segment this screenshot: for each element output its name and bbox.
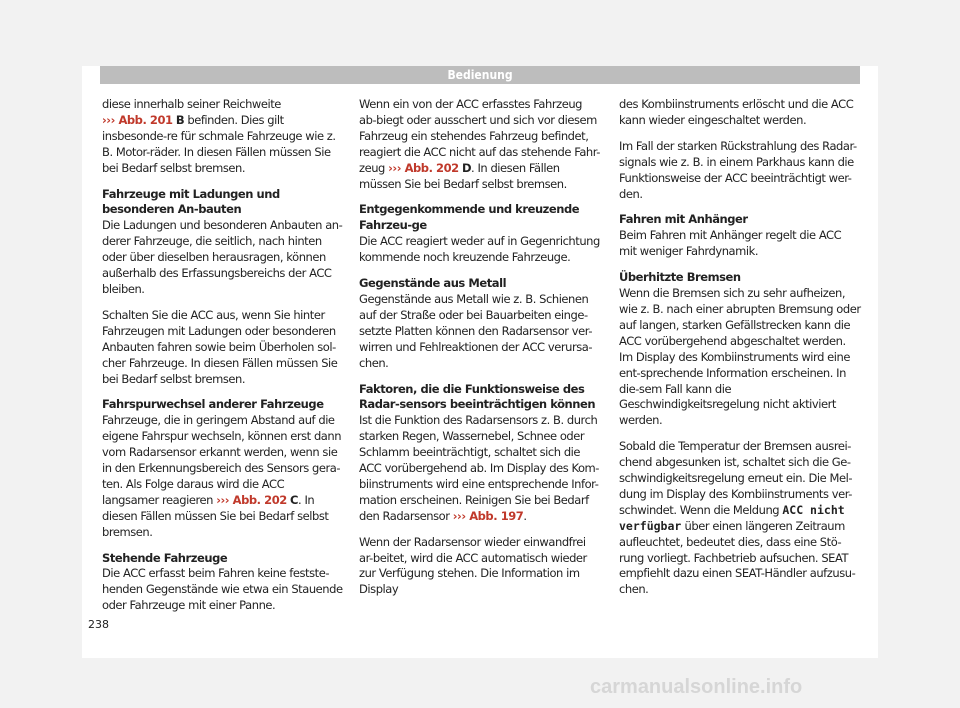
paragraph: diese innerhalb seiner Reichweite ››› Abb. 201 B befinden. Dies gilt insbesonde-re für schmale Fahrzeuge wie z. B. Motor-räder. In diesen Fällen müssen Sie bei Bedarf selbst bremsen.	[102, 97, 336, 175]
figure-reference-link[interactable]: ››› Abb. 201	[102, 112, 173, 127]
paragraph: Gegenstände aus Metall wie z. B. Schienen auf der Straße oder bei Bauarbeiten einge-setzte Platten können den Radarsensor ver-wirren und Fehlreaktionen der ACC verursa-chen.	[359, 291, 593, 370]
paragraph: Im Fall der starken Rückstrahlung des Radar-signals wie z. B. in einem Parkhaus kann die Funktionsweise der ACC beeinträchtigt wer-den.	[619, 138, 857, 201]
paragraph: Wenn der Radarsensor wieder einwandfrei ar-beitet, wird die ACC automatisch wieder zur Verfügung stehen. Die Information im Display	[359, 534, 587, 597]
section-header: Bedienung	[100, 66, 860, 84]
figure-reference-link[interactable]: ››› Abb. 202	[216, 492, 287, 507]
paragraph: Die Ladungen und besonderen Anbauten an-derer Fahrzeuge, die seitlich, nach hinten oder über dieselben herausragen, können außerhalb des Erfassungsbereichs der ACC bleiben.	[102, 218, 343, 296]
subheading: Überhitzte Bremsen	[619, 270, 741, 285]
paragraph: Ist die Funktion des Radarsensors z. B. durch starken Regen, Wassernebel, Schnee oder Schlamm beeinträchtigt, schaltet sich die ACC vorübergehend ab. Im Display des Kom-biinstruments wird eine entsprechende Infor-mation erscheinen. Reinigen Sie bei Bedarf den Radarsensor ››› Abb. 197.	[359, 413, 600, 523]
paragraph: des Kombiinstruments erlöscht und die ACC kann wieder eingeschaltet werden.	[619, 97, 854, 127]
subheading: Fahrspurwechsel anderer Fahrzeuge	[102, 397, 324, 412]
figure-reference-link[interactable]: ››› Abb. 202	[388, 160, 459, 175]
text-column-3	[619, 97, 861, 608]
paragraph: Sobald die Temperatur der Bremsen ausrei-chend abgesunken ist, schaltet sich die Ge-schwindigkeitsregelung erneut ein. Die Mel-dung im Display des Kombiinstruments ver-schwindet. Wenn die Meldung ACC nicht verfügbar über einen längeren Zeitraum aufleuchtet, bedeutet dies, dass eine Stö-rung vorliegt. Fachbetrieb aufsuchen. SEAT empfiehlt dazu einen SEAT-Händler aufzusu-chen.	[619, 439, 856, 597]
paragraph: Wenn ein von der ACC erfasstes Fahrzeug ab-biegt oder ausschert und sich vor diesem Fahrzeug ein stehendes Fahrzeug befindet, reagiert die ACC nicht auf das stehende Fahr-zeug ››› Abb. 202 D. In diesen Fällen müssen Sie bei Bedarf selbst bremsen.	[359, 97, 601, 191]
paragraph: Fahrzeuge, die in geringem Abstand auf die eigene Fahrspur wechseln, können erst dann vom Radarsensor erkannt werden, wenn sie in den Erkennungsbereich des Sensors gera-ten. Als Folge daraus wird die ACC langsamer reagieren ››› Abb. 202 C. In diesen Fällen müssen Sie bei Bedarf selbst bremsen.	[102, 413, 342, 539]
figure-reference-link[interactable]: ››› Abb. 197	[452, 508, 524, 523]
paragraph: Schalten Sie die ACC aus, wenn Sie hinter Fahrzeugen mit Ladungen oder besonderen Anbauten fahren sowie beim Überholen sol-cher Fahrzeuge. In diesen Fällen müssen Sie bei Bedarf selbst bremsen.	[102, 307, 338, 386]
paragraph: Die ACC reagiert weder auf in Gegenrichtung kommende noch kreuzende Fahrzeuge.	[359, 234, 600, 265]
paragraph: Die ACC erfasst beim Fahren keine festste-henden Gegenstände wie etwa ein Stauende oder Fahrzeuge mit einer Panne.	[102, 566, 343, 613]
paragraph: Wenn die Bremsen sich zu sehr aufheizen, wie z. B. nach einer abrupten Bremsung oder auf langen, starken Gefällstrecken kann die ACC vorübergehend abgeschaltet werden. Im Display des Kombiinstruments wird eine ent-sprechende Information erscheinen. In die-sem Fall kann die Geschwindigkeitsregelung nicht aktiviert werden.	[619, 286, 861, 428]
subheading: Entgegenkommende und kreuzende Fahrzeu-ge	[359, 202, 580, 233]
text-column-2	[359, 97, 601, 608]
display-message-text: ACC nicht verfügbar	[619, 502, 845, 533]
subheading: Faktoren, die die Funktionsweise des Radar-sensors beeinträchtigen können	[359, 381, 596, 412]
subheading: Stehende Fahrzeuge	[102, 550, 228, 565]
page-number: 238	[88, 618, 109, 631]
subheading: Gegenstände aus Metall	[359, 276, 507, 291]
subheading: Fahren mit Anhänger	[619, 212, 748, 227]
subheading: Fahrzeuge mit Ladungen und besonderen An-bauten	[102, 186, 280, 217]
watermark: carmanualsonline.info	[590, 676, 803, 698]
text-column-1	[102, 97, 344, 624]
paragraph: Beim Fahren mit Anhänger regelt die ACC mit weniger Fahrdynamik.	[619, 228, 842, 259]
